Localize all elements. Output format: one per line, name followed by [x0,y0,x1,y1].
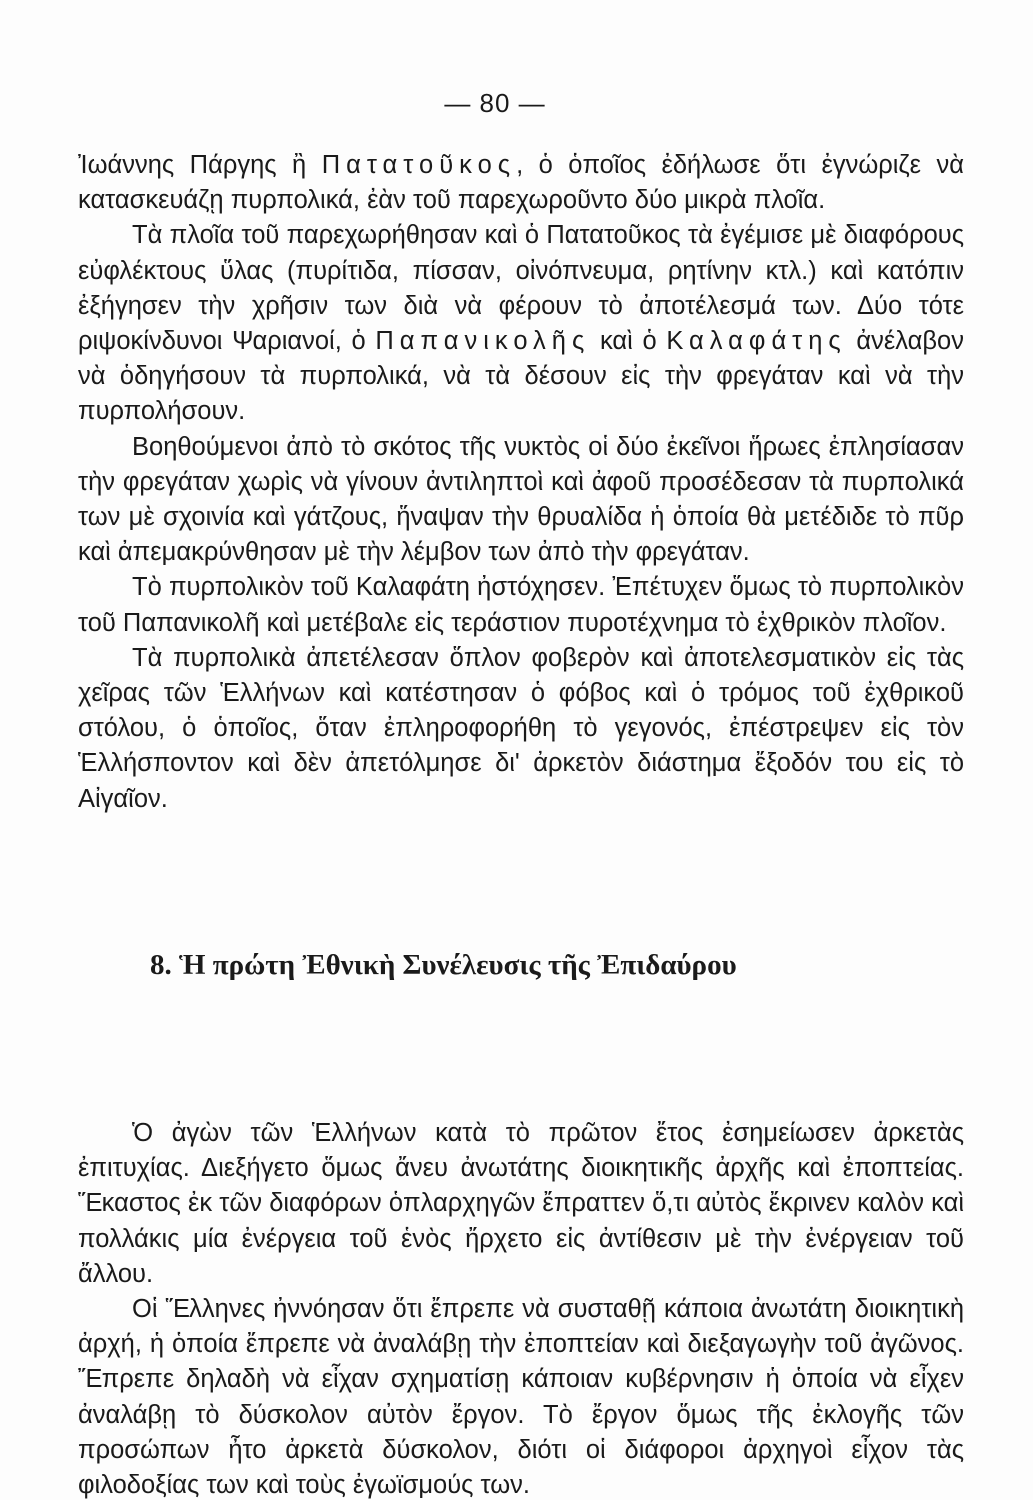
paragraph-2-article: ὁ [341,327,376,356]
paragraph-3: Βοηθούμενοι ἀπὸ τὸ σκότος τῆς νυκτὸς οἱ δύο ἐκεῖνοι ἥρωες ἐπλησίασαν τὴν φρεγάταν χωρὶς νὰ γίνουν ἀντιληπτοὶ καὶ ἀφοῦ προσέδεσαν τὰ πυρπολικά των μὲ σχοινία καὶ γάτζους, ἥναψαν τὴν θρυαλίδα ἡ ὁποία θὰ μετέδιδε τὸ πῦρ καὶ ἀπεμακρύνθησαν μὲ τὴν λέμβον των ἀπὸ τὴν φρεγάταν. [78,432,964,567]
section-text [78,1116,964,1503]
main-text [78,148,964,817]
paragraph-5: Τὰ πυρπολικὰ ἀπετέλεσαν ὅπλον φοβερὸν καὶ ἀποτελεσματικὸν εἰς τὰς χεῖρας τῶν Ἑλλήνων καὶ κατέστησαν ὁ φόβος καὶ ὁ τρόμος τοῦ ἐχθρικοῦ στόλου, ὁ ὁποῖος, ὅταν ἐπληροφορήθη τὸ γεγονός, ἐπέστρεψεν εἰς τὸν Ἑλλήσποντον καὶ δὲν ἀπετόλμησε δι' ἀρκετὸν διάστημα ἔξοδόν του εἰς τὸ Αἰγαῖον. [78,643,964,813]
paragraph-2-rest: ἀνέλαβον νὰ ὁδηγήσουν τὰ πυρπολικά, νὰ τὰ δέσουν εἰς τὴν φρεγάταν καὶ νὰ τὴν πυρπολήσουν. [78,327,964,426]
name-kalafatis: Καλαφάτης [666,327,847,356]
paragraph-1 [78,148,964,218]
paragraph-2-start: Τὰ πλοῖα τοῦ παρεχωρήθησαν καὶ ὁ Πατατοῦκος τὰ ἐγέμισε μὲ διαφόρους εὐφλέκτους ὕλας (πυρίτιδα, πίσσαν, οἰνόπνευμα, ρητίνην κτλ.) καὶ κατόπιν ἐξήγησεν τὴν χρῆσιν των διὰ νὰ φέρουν τὸ ἀποτέλεσμά των. Δύο τότε ριψοκίνδυνοι Ψαριανοί, [78,221,964,356]
section-heading: 8. Ἡ πρώτη Ἐθνικὴ Συνέλευσις τῆς Ἐπιδαύρου [150,949,737,981]
page-number: — 80 — [444,88,546,118]
paragraph-2 [78,218,964,429]
name-papanikolis: Παπανικολῆς [375,327,591,356]
paragraph-4: Τὸ πυρπολικὸν τοῦ Καλαφάτη ἠστόχησεν. Ἐπέτυχεν ὅμως τὸ πυρπολικὸν τοῦ Παπανικολῆ καὶ μετέβαλε εἰς τεράστιον πυροτέχνημα τὸ ἐχθρικὸν πλοῖον. [78,573,964,637]
paragraph-2-mid: καὶ ὁ [590,327,667,356]
section-paragraph-1: Ὁ ἀγὼν τῶν Ἑλλήνων κατὰ τὸ πρῶτον ἔτος ἐσημείωσεν ἀρκετὰς ἐπιτυχίας. Διεξήγετο ὅμως ἄνευ ἀνωτάτης διοικητικῆς ἀρχῆς καὶ ἐποπτείας. Ἕκαστος ἐκ τῶν διαφόρων ὁπλαρχηγῶν ἔπραττεν ὅ,τι αὐτὸς ἔκρινεν καλὸν καὶ πολλάκις μία ἐνέργεια τοῦ ἑνὸς ἤρχετο εἰς ἀντίθεσιν μὲ τὴν ἐνέργειαν τοῦ ἄλλου. [78,1119,964,1288]
section-paragraph-2: Οἱ Ἕλληνες ἠννόησαν ὅτι ἔπρεπε νὰ συσταθῇ κάποια ἀνωτάτη διοικητικὴ ἀρχή, ἡ ὁποία ἔπρεπε νὰ ἀναλάβῃ τὴν ἐποπτείαν καὶ διεξαγωγὴν τοῦ ἀγῶνος. Ἔπρεπε δηλαδὴ νὰ εἶχαν σχηματίσῃ κάποιαν κυβέρνησιν ἡ ὁποία νὰ εἶχεν ἀναλάβῃ τὸ δύσκολον αὐτὸν ἔργον. Τὸ ἔργον ὅμως τῆς ἐκλογῆς τῶν προσώπων ἦτο ἀρκετὰ δύσκολον, διότι οἱ διάφοροι ἀρχηγοὶ εἶχον τὰς φιλοδοξίας των καὶ τοὺς ἐγωϊσμούς των. [78,1295,964,1500]
paragraph-1-rest: , ὁ ὁποῖος ἐδήλωσε ὅτι ἐγνώριζε νὰ κατασκευάζῃ πυρπολικά, ἐὰν τοῦ παρεχωροῦντο δύο μικρὰ πλοῖα. [78,151,964,215]
name-patatoukos: Πατατοῦκος [321,151,517,179]
paragraph-1-start: Ἰωάννης Πάργης ἢ [78,151,322,179]
